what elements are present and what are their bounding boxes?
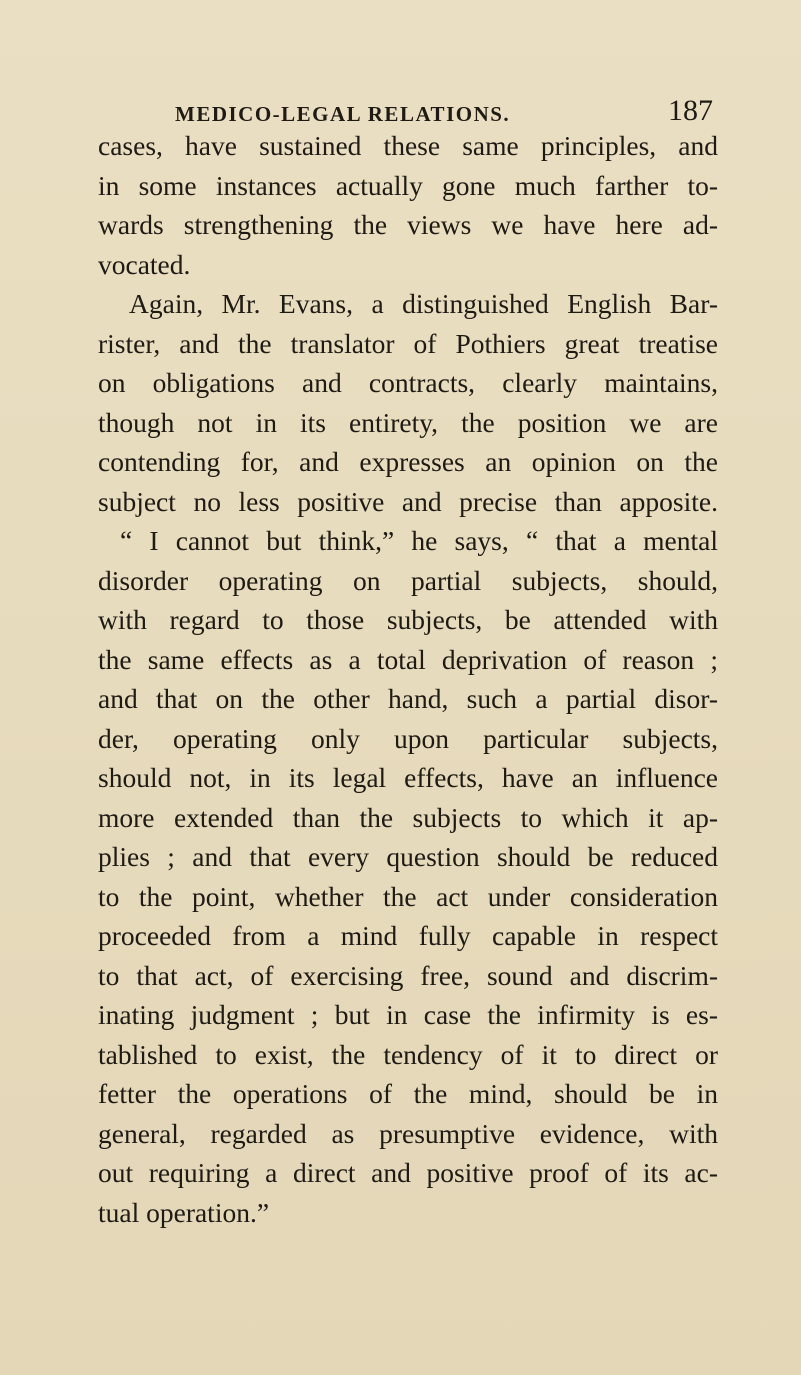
text-line: wards strengthening the views we have here ad-	[98, 209, 718, 240]
text-line: plies ; and that every question should be reduced	[98, 841, 718, 872]
text-line: on obligations and contracts, clearly maintains,	[98, 367, 718, 398]
text-line: general, regarded as presumptive evidence, with	[98, 1117, 718, 1149]
text-line: out requiring a direct and positive proof of its ac-	[98, 1157, 718, 1188]
text-line: der, operating only upon particular subjects,	[98, 722, 718, 754]
text-line: the same effects as a total deprivation of reason ;	[98, 643, 718, 675]
text-line: vocated.	[98, 248, 191, 280]
running-head	[175, 90, 713, 130]
text-line: in some instances actually gone much farther to-	[98, 169, 718, 201]
text-line: inating judgment ; but in case the infirmity is es-	[98, 999, 718, 1030]
text-line: rister, and the translator of Pothiers great treatise	[98, 327, 718, 359]
text-line: disorder operating on partial subjects, should,	[98, 564, 718, 596]
text-line: more extended than the subjects to which it ap-	[98, 801, 718, 833]
text-line: subject no less positive and precise than apposite.	[98, 485, 718, 517]
body-text	[98, 126, 718, 1232]
text-line: tual operation.”	[98, 1196, 270, 1228]
text-line: tablished to exist, the tendency of it to direct or	[98, 1038, 718, 1070]
text-line: “ I cannot but think,” he says, “ that a mental	[120, 525, 718, 556]
text-line: to the point, whether the act under consideration	[98, 880, 718, 912]
text-line: though not in its entirety, the position we are	[98, 406, 718, 438]
text-line: cases, have sustained these same principles, and	[98, 130, 718, 161]
text-line: contending for, and expresses an opinion on the	[98, 446, 718, 477]
text-line: should not, in its legal effects, have an influence	[98, 762, 718, 793]
text-line: and that on the other hand, such a partial disor-	[98, 683, 718, 714]
page-number: 187	[668, 94, 713, 127]
text-line: with regard to those subjects, be attended with	[98, 604, 718, 635]
text-line: to that act, of exercising free, sound and discrim-	[98, 959, 718, 991]
text-line: proceeded from a mind fully capable in respect	[98, 920, 718, 951]
text-line: Again, Mr. Evans, a distinguished English Bar-	[129, 288, 718, 319]
text-line: fetter the operations of the mind, should be in	[98, 1078, 718, 1109]
running-title: MEDICO-LEGAL RELATIONS.	[175, 102, 511, 126]
